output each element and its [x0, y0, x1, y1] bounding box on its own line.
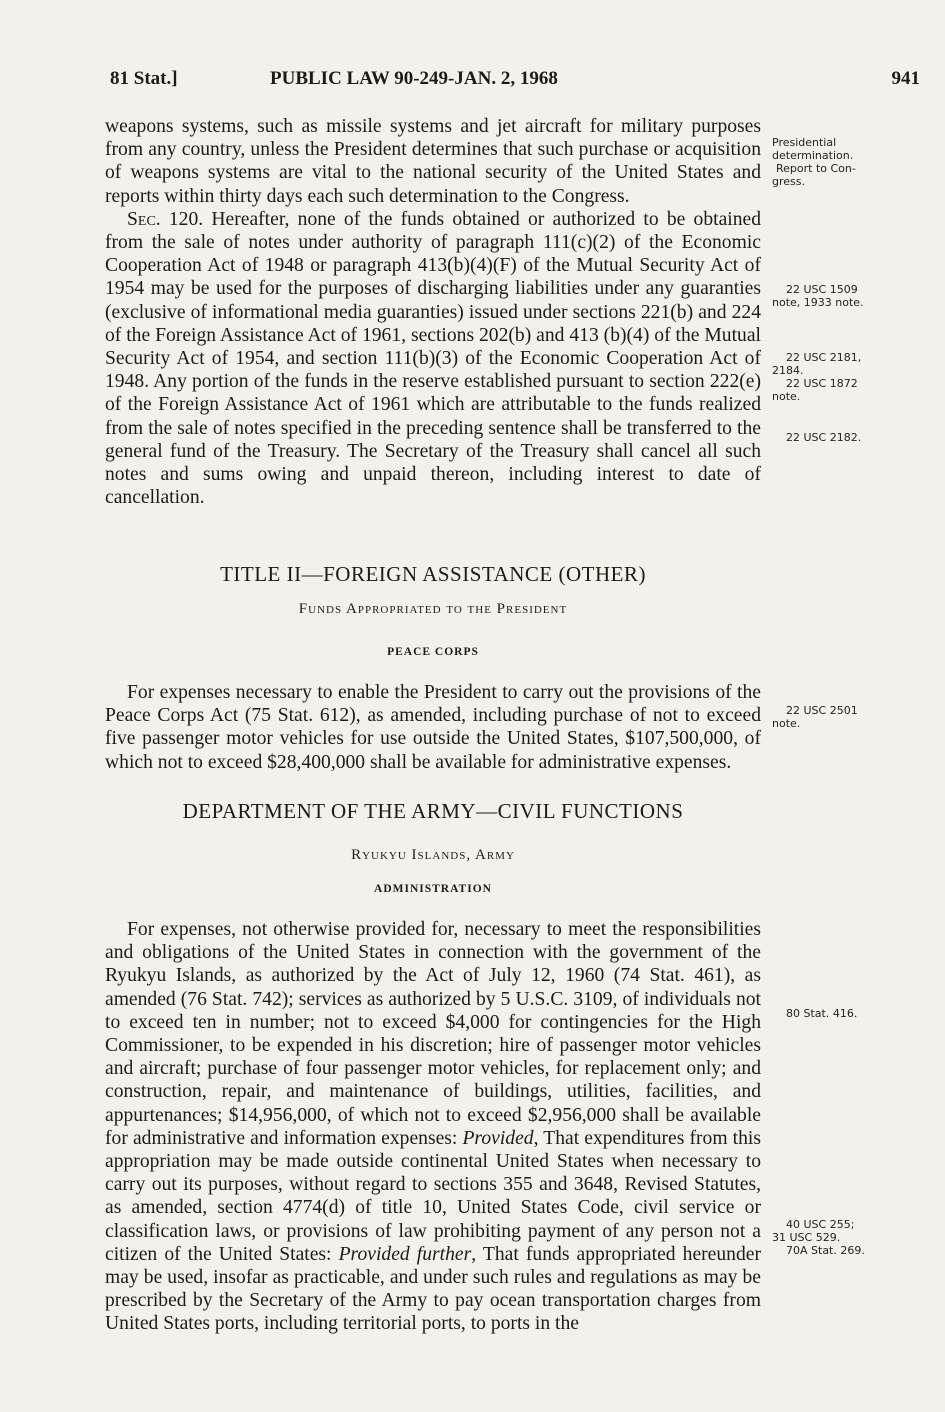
provided-term: Provided	[462, 1127, 534, 1149]
running-title: PUBLIC LAW 90-249-JAN. 2, 1968	[270, 68, 558, 89]
margin-note-citation: 40 USC 255; 31 USC 529. 70A Stat. 269.	[772, 1218, 865, 1257]
running-head	[110, 68, 920, 92]
margin-note-presidential: Presidential determination. Report to Con- gress.	[772, 136, 856, 188]
margin-note-citation: 22 USC 1509 note, 1933 note.	[772, 283, 864, 309]
statute-reference: 81 Stat.]	[110, 68, 178, 89]
paragraph: For expenses necessary to enable the President to carry out the provisions of the Peace Corps Act (75 Stat. 612), as amended, including purchase of not to exceed five passenger motor vehicles for use outside the United States, $107,500,000, of which not to exceed $28,400,000 shall be available for administrative expenses.	[105, 682, 761, 773]
page-number: 941	[891, 68, 920, 89]
peace-corps-section	[105, 681, 761, 774]
section-label: Sec. 120.	[127, 208, 204, 230]
margin-note-citation: 22 USC 2501 note.	[772, 704, 858, 730]
margin-note-citation: 22 USC 2181, 2184. 22 USC 1872 note.	[772, 351, 862, 403]
ryukyu-section	[105, 918, 761, 1336]
provided-further-term: Provided further	[338, 1243, 472, 1265]
ryukyu-heading: Ryukyu Islands, Army	[351, 847, 515, 863]
section-120-text: Hereafter, none of the funds obtained or authorized to be obtained from the sale of notes under authority of paragraph 111(c)(2) of the Economic Cooperation Act of 1948 or paragraph 413(b)(4)(F) of the Mutual Security Act of 1954 may be used for the purposes of discharging liabilities under any guaranties (exclusive of informational media guaranties) issued under sections 221(b) and 224 of the Foreign Assistance Act of 1961, sections 202(b) and 413 (b)(4) of the Mutual Security Act of 1954, and section 111(b)(3) of the Economic Cooperation Act of 1948. Any portion of the funds in the reserve established pursuant to section 222(e) of the Foreign Assistance Act of 1961 which are attributable to the funds realized from the sale of notes specified in the preceding sentence shall be transferred to the general fund of the Treasury. The Secretary of the Treasury shall cancel all such notes and sums owing and unpaid thereon, including interest to date of cancellation.	[105, 208, 762, 509]
paragraph: For expenses, not otherwise provided for, necessary to meet the responsibilities and obligations of the United States in connection with the government of the Ryukyu Islands, as authorized by the Act of July 12, 1960 (74 Stat. 461), as amended (76 Stat. 742); services as authorized by 5 U.S.C. 3109, of individuals not to exceed ten in number; not to exceed $4,000 for contingencies for the High Commissioner, to be expended in his discretion; hire of passenger motor vehicles and aircraft; purchase of four passenger motor vehicles, for replacement only; and construction, repair, and maintenance of buildings, utilities, facilities, and appurtenances; $14,956,000, of which not to exceed $2,956,000 shall be available for administrative and information expenses: Provided, That expenditures from this appropriation may be made outside continental United States when necessary to carry out its purposes, without regard to sections 355 and 3648, Revised Statutes, as amended, section 4774(d) of title 10, United States Code, civil service or classification laws, or provisions of law prohibiting payment of any person not a citizen of the United States: Provided further, That funds appropriated hereunder may be used, insofar as practicable, and under such rules and regulations as may be prescribed by the Secretary of the Army to pay ocean transportation charges from United States ports, including territorial ports, to ports in the	[105, 919, 761, 1335]
section-119-continuation	[105, 115, 761, 509]
peace-corps-heading: PEACE CORPS	[387, 646, 479, 658]
administration-heading: ADMINISTRATION	[374, 883, 492, 895]
title-ii-heading: TITLE II—FOREIGN ASSISTANCE (OTHER)	[220, 562, 646, 586]
margin-note-citation: 22 USC 2182.	[786, 431, 862, 444]
margin-note-citation: 80 Stat. 416.	[786, 1007, 858, 1020]
paragraph: weapons systems, such as missile systems and jet aircraft for military purposes from any country, unless the President determines that such purchase or acquisition of weapons systems are vital to the national security of the United States and reports within thirty days each such determination to the Congress.	[105, 116, 761, 207]
section-120-paragraph	[105, 208, 761, 510]
funds-heading: Funds Appropriated to the President	[298, 601, 568, 617]
army-heading: DEPARTMENT OF THE ARMY—CIVIL FUNCTIONS	[182, 799, 684, 823]
